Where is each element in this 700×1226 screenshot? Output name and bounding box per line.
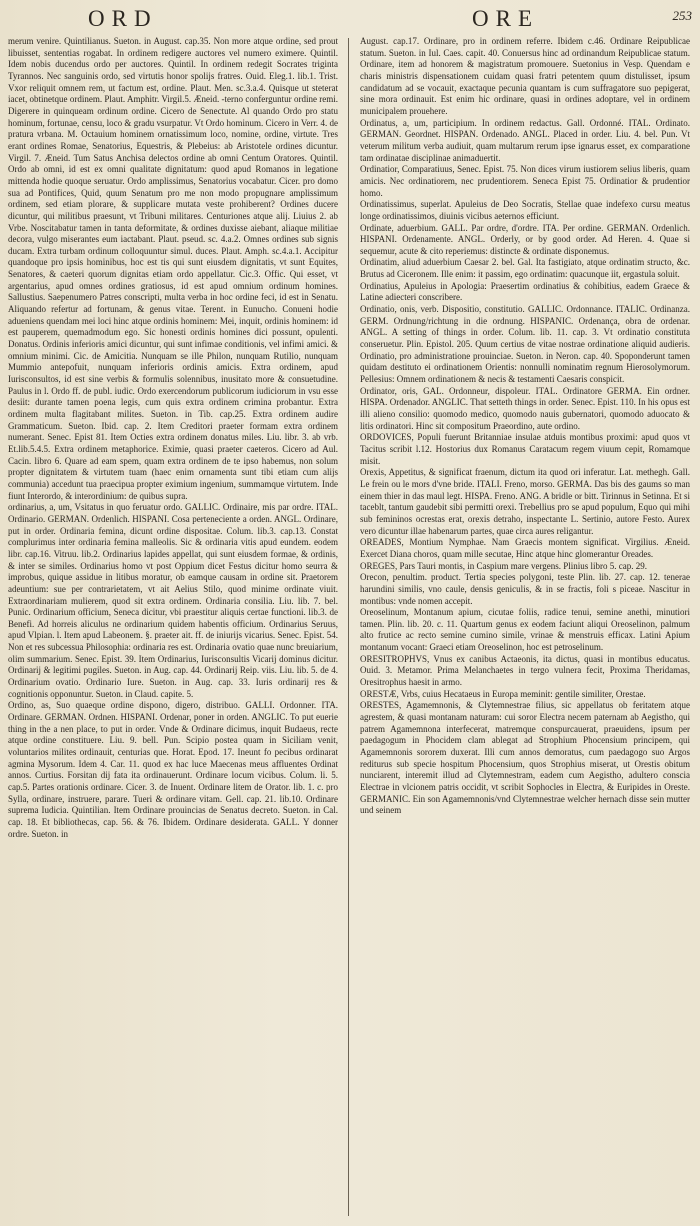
right-column — [360, 36, 690, 1214]
entry-ordovices: ORDOVICES, Populi fuerunt Britanniae insulae atduis montibus proximi: apud quos vt Tacitus scribit l.12. Hostorius dux Romanus Caratacum regem viuum cepit, Romamque misit. — [360, 432, 690, 466]
entry-ordinatus: Ordinatus, a, um, participium. In ordinem redactus. Gall. Ordonné. ITAL. Ordinato. GERMAN. Geordnet. HISPAN. Ordenado. ANGL. Placed in order. Liu. 4. bel. Pun. Vt veterum militum verba audiuit, quam multarum rerum ipse ignarus esset, ex comparatione tam ordinatae disciplinae animaduertit. — [360, 117, 690, 163]
entry-ordino: Ordino, as, Suo quaeque ordine dispono, digero, distribuo. GALLI. Ordonner. ITA. Ordinare. GERMAN. Ordnen. HISPANI. Ordenar, poner in orden. ANGLIC. To put euerie thing in the a nen place, to put in order. Vnde & Ordinare dicimus, inquit Budaeus, recte atque ordine constituere. Liu. 9. bell. Pun. Scipio postea quam in Siciliam venit, voluntarios milites ordinauit, centurias que. Horat. Epod. 17. Ineunt fo pecibus ordinarat agmina Mysorum. Idem 4. Car. 11. quod ex hac luce Maecenas meus affluentes Ordinat annos. Curtius. Forsitan dij fata ita ordinauerunt. Ordinare locum vicibus. Colum. li. 5. cap.5. Partes orationis ordinare. Cicer. 3. de Inuent. Ordinare litem de Orator. lib. 1. c. pro Sylla, ordinare, instruere, parare. Tueri & ordinare vitam. Gell. cap. 21. lib.10. Ordinare suprema Iudicia. Quintilian. Item Ordinare prouincias de Senatus decreto. Sueton. in Cal. cap. 18. Et bibliothecas, cap. 56. & 76. Ibidem. Ordinare desiderata. GALL. Y donner ordre. Sueton. in — [8, 700, 338, 839]
entry-orecon: Orecon, penultim. product. Tertia species polygoni, teste Plin. lib. 27. cap. 12. tenerae harundini similis, vno caule, densis geniculis, & in se fractis, foli s piceae. Nascitur in montibus: vnde nomen accepit. — [360, 572, 690, 606]
page-number: 253 — [672, 8, 692, 23]
entry-ordinatio: Ordinatio, onis, verb. Dispositio, constitutio. GALLIC. Ordonnance. ITALIC. Ordinanza. GERM. Ordnung/richtung in die ordnung. HISPANIC. Ordenança, obra de ordenar. ANGL. A setting of things in order. Colum. lib. 11. cap. 3. Vt ordinatio constituta conseruetur. Plin. Epistol. 205. Quum certius de vitae nostrae ordinatione aliquid audieris. Ordinatio, pro administratione prouinciae. Sueton. in Neron. cap. 40. Spoponderunt tamen quidam destituto ei ordinationem Orientis: nonnulli nominatim regnum Hierosolymorum. Pellesius: Omnem ordinationem & necis & testamenti Caesaris conspicit. — [360, 304, 690, 385]
entry-oreoselinum: Oreoselinum, Montanum apium, cicutae foliis, radice tenui, semine anethi, minutiori tamen. Plin. lib. 20. c. 11. Quartum genus ex eodem faciunt aliqui Oreoselinon, palmum alto frutice ac recto semine cumino simile, vrinae & menstruis efficax. Latini Apium montanum vocant: Graeci etiam Oreoselinon, hoc est petroselinum. — [360, 607, 690, 653]
column-divider — [348, 38, 349, 1216]
entry-orestes: ORESTES, Agamemnonis, & Clytemnestrae filius, sic appellatus ob feritatem atque agrestem, & quasi montanam naturam: cui soror Electra necem paternam ab Aegistho, qui patrem Agamemnona interfecerat, matremque conspurcauerat, praeuidens, ipsum per paedagogum in Phocidem clam ablegat ad Strophium Phocensium principem, qui Agamemnonis sororem duxerat. Illi cum annos demoratus, cum paedagogo suo Argos rediturus sub specie hospitum Phocensium, quos Strophius miserat, ut Orestis obitum nunciarent, interemit illud ad Clytemnestram, eadem cum Aegistho, adultero conscia Electrae in vlcionem patris occidit, vt scribit Sophocles in Electra, & Euripides in Oreste. GERMANIC. Ein son Agamemnonis/vnd Clytemnestrae welcher hernach disse sein mutter und seinem — [360, 700, 690, 816]
entry-ordinatim: Ordinatim, aliud aduerbium Caesar 2. bel. Gal. Ita fastigiato, atque ordinatim structo, &c. Brutus ad Ciceronem. Ille enim: it passim, ego ordinatim: quacunque iit, ergastula soluit. — [360, 257, 690, 280]
page-header — [0, 0, 700, 34]
entry-ordinatissimus: Ordinatissimus, superlat. Apuleius de Deo Socratis, Stellae quae indefexo cursu meatus longe ordinatissimos, diuinis vicibus aeternos efficiunt. — [360, 199, 690, 221]
entry-ordinate: Ordinate, aduerbium. GALL. Par ordre, d'ordre. ITA. Per ordine. GERMAN. Ordenlich. HISPANI. Ordenamente. ANGL. Orderly, or by good order. Ad Heren. 4. Quae si sequemur, acute & cito reperiemus: distincte & ordinate disponemus. — [360, 222, 690, 256]
entry-ordinatius: Ordinatius, Apuleius in Apologia: Praesertim ordinatius & cohibitius, eadem Graece & Latine adiecteri conscribere. — [360, 280, 690, 303]
entry-orestae: ORESTÆ, Vrbs, cuius Hecataeus in Europa meminit: gentile similiter, Orestae. — [360, 688, 646, 699]
entry-orexis: Orexis, Appetitus, & significat fraenum, dictum ita quod ori inferatur. Lat. methegh. Gall. Le frein ou le mors d'vne bride. ITALI. Freno, morso. GERMA. Das bis des gaums so man einem thier in das maul legt. HISPA. Freno. ANG. A bridle or bitt. Tirinnus in Setinna. Et si taceblt, tantum gaudebit sibi permitti orexi. Trebellius pro se apud populum, Equo qui mihi sub femininos ocrestas erat, orexis detraho, inspectante L. Sertinio, autore Festo. Aurex vero dicuntur illae habenarum partes, quae circa aures religantur. — [360, 467, 690, 536]
left-column — [8, 36, 338, 1214]
left-running-head: ORD — [88, 6, 158, 31]
entry-ordinarius: ordinarius, a, um, Vsitatus in quo feruatur ordo. GALLIC. Ordinaire, mis par ordre. ITAL. Ordinario. GERMAN. Ordenlich. HISPANI. Cosa perteneciente a orden. ANGL. Ordinare, put in order. Ordinaria femina, dicunt ordine dispositae. Colum. lib.3. cap.13. Constat complurimus inter ordinaria femina malleolis. Sic & ordinaria vitis apud eundem. eodem libr. cap.16. Vitruu. lib.2. Ordinarius lapides appellat, qui sunt eiusdem formae, & ordinis, & inter se similes. Ordinarius homo vt post Oppium dicet Festus dicitur homo seurra & improbus, quique assidue in litibus moratur, ob eamque causam in ordine sit. Praetorem adeuntium: sue per contrarietatem, vt ait Aelius Stilo, quod minime ordinate viuit. Extraordinariam mulierem, quod sit extra ordinem. Ordinaria consilia. Liu. lib. 7. bel. Punic. Ordinarium officium, Seneca dicitur, vbi praestitur aliquis certae functioni. lib.3. de Benefi. Ad horreis aliculus ne ordinarium quidem habentis officium. Ordinarius Seruus, apud Vlpian. l. Item apud Labeonem. §. praeter ait. ff. de iniurijs vicarius. Senec. Epist. 54. Non et res subcessua Philosophia: ordinaria res est. Ordinaria ovatio quae nunc breuiarium, olim summarium. Senec. Epist. 39. Item Ordinarius, Iurisconsultis Vicarij dominus dicitur. Ordinarij & legitimi pugiles. Sueton. in Aug. cap. 44. Ordinarij Reip. viis. Liu. lib. 5. de 4. Ordinarium ovatio. Ordinario Iure. Sueton. in Aug. cap. 33. Iuris ordinarij res & cognitionis opponuntur. Sueton. in Claud. capite. 5. — [8, 502, 338, 699]
entry-oreges: OREGES, Pars Tauri montis, in Caspium mare vergens. Plinius libro 5. cap. 29. — [360, 560, 648, 571]
entry-ordo-continued: merum venire. Quintilianus. Sueton. in August. cap.35. Non more atque ordine, sed prout libuisset, sententias rogabat. In ordinem redigere auctores vel numero eximere. Quintil. Idem nobis ducendus ordo per auctores. Quintil. In ordinem redegit Socrates triginta Tyrannos. Nec sanguinis ordo, sed virtutis honor spolijs fratres. Ouid. Eleg.1. lib.1. Trist. Vxor reliquit omnem rem, ut factum est, ordine. Plaut. Men. sc.3.a.4. Quisque ut steterat iacet, obtinetque ordinem. Plaut. Amphitr. Virgil.5. Æneid. -terno conferguntur ordine remi. Digerere in quinqueam ordinum ordine. Cicero de Senectute. Al quando Ordo pro statu hominum, fortunae, censu, loco & gradu vsurpatur. Vt Ordo hominum. Cicero in Verr. 4. de pratura vrbana. M. Octauium hominem ornatissimum loco, nomine, ordine, virtute. Tres erant ordines Romae, Senatorius, Equestris, & Plebeius: ab Aristotele ordines dicuntur. Virgil. 7. Æneid. Tum Satus Anchisa delectos ordine ab omni Centum Oratores. Quintil. Ordo ab omni, id est ex omni qualitate dignitatum: quod apud Romanos in legatione mittenda hodie quoque seruatur. Ordo amplissimus, Senatorius vocabatur. Cicer. pro domo sua ad Pontifices, Quid, quum Senatum pro me non modo propugnare amplissimum ordinem, sed etiam plorare, & supplicare mutata veste prohiberent? Ordines ducere dicuntur, qui militibus praesunt, vt Tribuni militares. Centuriones atque alij. Liuius 2. ab Vrbe. Noscitabatur tamen in tanta deformitate, & ordines duxisse aiebant, aliaque militiae decora, vulgo miserantes eum iactabant. Plaut. pseud. sc. 4.a.2. Omnes ordines sub signis ducam. Extra turbam ordinum colloquuntur simul. duces. Plaut. Amph. sc.4.a.1. Accipitur quandoque pro ipsis hominibus, hoc est tis qui sunt eiusdem dignitatis, vt sunt Equites, Senatores, & caeteri quorum dignitas etiam ordo appellatur. Cic.3. Offic. Qui esset, vt argentarius, apud omnes ordines gratiosus, id est apud omnium ordinum homines. Sallustius. Saepenumero Patres conscripti, multa verba in hoc ordine feci, id est in Senatu. Aliquando refertur ad fortunam, & genus vitae. Terent. in Eunucho. Conueni hodie adueniens quendam mei loci hinc atque ordinis hominem: Mei, inquit, ordinis hominem: id est pauperem, quemadmodum ego. Sic honesti ordinis homines dici possunt, opulenti. Donatus. Ordinis inferioris amici dicuntur, qui sunt infimae conditionis, vel infimi amici. & omnium minimi. Cic. de Amicitia. Nunquam se ille Philon, nunquam Rutilio, nunquam Mummio antepofuit, nunquam inferioris ordinis amicis. Extra ordinem, apud Iurisconsultos, id est sine verbis & formulis solennibus, inusitato more & consuetudine. Paulus in l. Ordo ff. de publ. iudic. Ordo exercendorum publicorum iudiciorum in vsu esse desiit: durante tamen poena legis, cum quis extra ordinem crimina probantur. Extra ordinem multa flagitabant milites. Sueton. in Tib. cap.25. Extra ordinem audire Grammaticum. Sueton. Ibid. cap. 2. Item Creditori praeter formam extra ordinem numerant. Senec. Epist 81. Item Octies extra ordinem donatus miles. Liu. libr. 3. ab vrb. Et.lib.5.4.5. Extra ordinem metaphorice. Eximie, quasi praeter caeteros. Cicero ad Aul. Cacin. libro 6. Quare ad eam spem, quam extra ordinem de te ipso habemus, non solum propter dignitatem & virtutem tuam (haec enim ornamenta sunt tibi etiam cum alijs communia) accedunt tua praecipua propter eximium ingenium, summamque virtutem. Inde fiunt Interordo, & interordinium: de quibus supra. — [8, 36, 338, 501]
entry-oresitrophus: ORESITROPHVS, Vnus ex canibus Actaeonis, ita dictus, quasi in montibus educatus. Ouid. 3. Metamor. Prima Melanchaetes in tergo vulnera fecit, Proxima Theridamas, Oresitrophus haesit in armo. — [360, 653, 690, 688]
entry-ordino-continued: August. cap.17. Ordinare, pro in ordinem referre. Ibidem c.46. Ordinare Reipublicae statum. Sueton. in Iul. Caes. capit. 40. Conuersus hinc ad ordinandum Reipublicae statum. Ordinare, item ad honorem & magistratum promouere. Suetonius in Vesp. Quendam e charis ministris dispensationem cuidam quasi fratri petentem quum distulisset, ipsum candidatum ad se vocauit, exactaque pecunia quantam is cum suffragatore suo pepigerat, sine mora ordinauit. Est enim hic ordinare, quasi in ordines adoptare, vel in ordinem municipalem prouehere. — [360, 36, 690, 116]
entry-ordinatior: Ordinatior, Comparatiuus, Senec. Epist. 75. Non dices virum iustiorem selius liberis, quam amicis. Nec ordinatiorem, nec prudentiorem. Seneca Epist 75. Ordinatior & prudentior homo. — [360, 164, 690, 198]
right-running-head: ORE — [472, 6, 539, 31]
entry-ordinator: Ordinator, oris, GAL. Ordonneur, dispoleur. ITAL. Ordinatore GERMA. Ein ordner. HISPA. Ordenador. ANGLIC. That setteth things in order. Senec. Epist. 110. In his opus est illi alieno consilio: quomodo medico, quomodo nauis gubernatori, quomodo aduocato & litis ordinatori. Hinc sit compositum Praeordino, aute ordino. — [360, 385, 690, 431]
entry-oreades: OREADES, Montium Nymphae. Nam Graecis montem significat. Virgilius. Æneid. Exercet Diana choros, quam mille secutae, Hinc atque hinc glomerantur Oreades. — [360, 537, 690, 559]
